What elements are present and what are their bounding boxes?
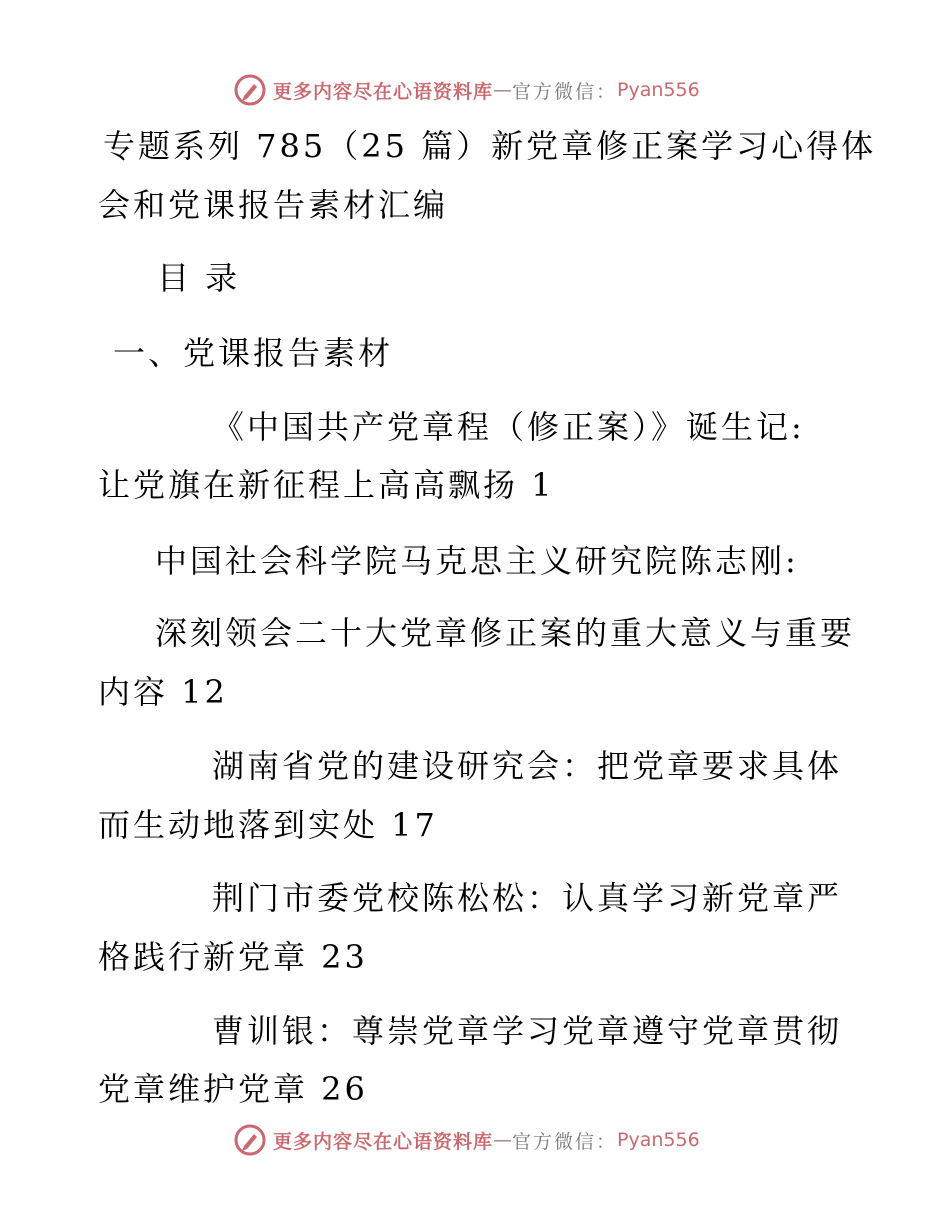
toc-entry-2-line-1: 中国社会科学院马克思主义研究院陈志刚:	[155, 542, 799, 580]
toc-entry-3-line-1: 深刻领会二十大党章修正案的重大意义与重要	[155, 614, 856, 652]
toc-heading: 目 录	[157, 259, 241, 297]
watermark-banner-top	[233, 70, 713, 110]
watermark-separator: —	[493, 1129, 513, 1151]
watermark-account: Pyan556	[617, 79, 700, 101]
document-title-line-1: 专题系列 785（25 篇）新党章修正案学习心得体	[103, 127, 877, 165]
toc-entry-4-line-2: 而生动地落到实处 17	[98, 806, 438, 844]
toc-entry-6-line-1: 曹训银：尊崇党章学习党章遵守党章贯彻	[212, 1012, 843, 1050]
watermark-banner-bottom	[233, 1120, 713, 1160]
toc-entry-5-line-1: 荆门市委党校陈松松：认真学习新党章严	[212, 879, 843, 917]
toc-entry-6-line-2: 党章维护党章 26	[98, 1070, 368, 1108]
toc-entry-1-line-2: 让党旗在新征程上高高飘扬 1	[98, 466, 555, 504]
watermark-promo-text: 更多内容尽在心语资料库	[273, 1130, 494, 1153]
watermark-separator: —	[493, 79, 513, 101]
toc-entry-3-line-2: 内容 12	[98, 673, 228, 711]
pen-logo-icon	[233, 1123, 267, 1157]
toc-entry-4-line-1: 湖南省党的建设研究会：把党章要求具体	[212, 747, 843, 785]
pen-logo-icon	[233, 73, 267, 107]
toc-entry-1-line-1: 《中国共产党章程（修正案）》诞生记:	[212, 408, 805, 446]
watermark-wechat-label: 官方微信：	[512, 80, 618, 103]
watermark-wechat-label: 官方微信：	[512, 1130, 618, 1153]
watermark-account: Pyan556	[617, 1129, 700, 1151]
watermark-promo-text: 更多内容尽在心语资料库	[273, 80, 494, 103]
document-title-line-2: 会和党课报告素材汇编	[98, 186, 449, 224]
toc-entry-5-line-2: 格践行新党章 23	[98, 938, 368, 976]
toc-section-heading: 一、党课报告素材	[113, 334, 394, 372]
